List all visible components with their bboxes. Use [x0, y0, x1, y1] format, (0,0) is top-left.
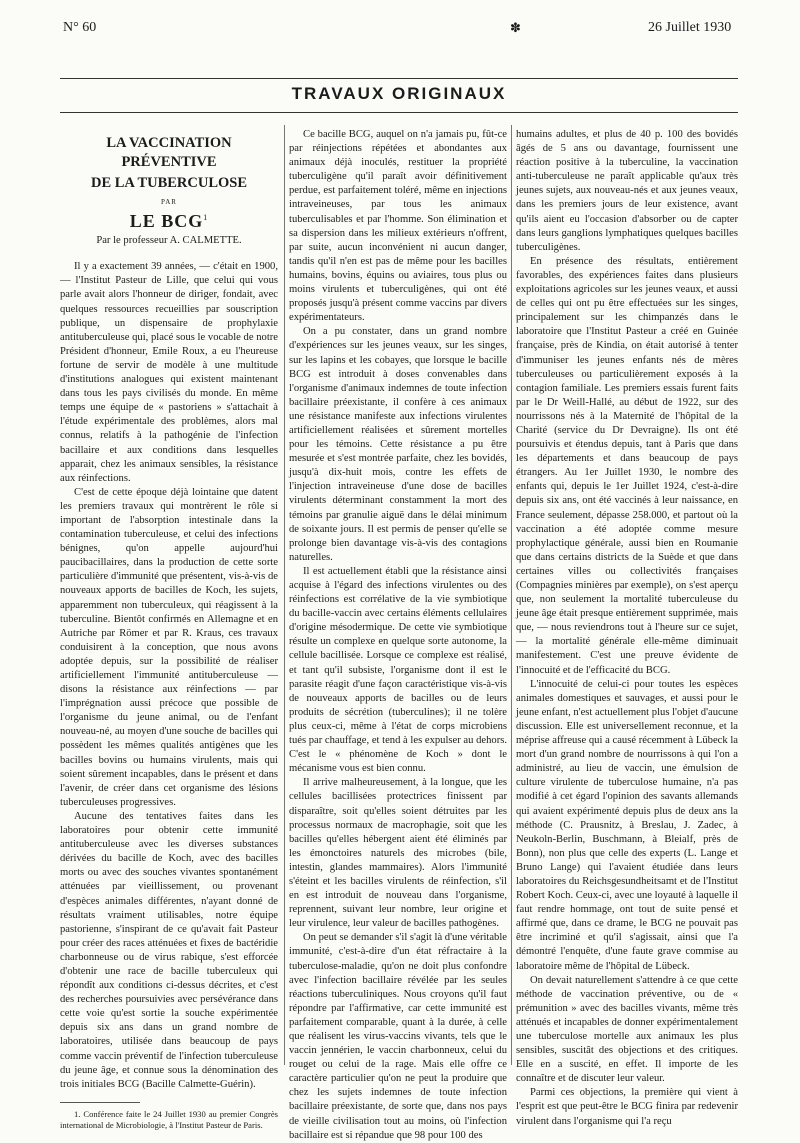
header-date: 26 Juillet 1930 [648, 20, 732, 35]
header-ornament: ✽ [510, 20, 521, 35]
section-title: TRAVAUX ORIGINAUX [291, 84, 507, 103]
col3-paragraph: L'innocuité de celui-ci pour toutes les espèces animales domestiques et sauvages, et aussi pour le jeune enfant, n'est actuellement plus l'objet d'aucune discussion. Elle est universellement reconnue, et la méprise affreuse qui a causé récemment à Lübeck la mort d'un grand nombre de nourrissons à qui l'on a administré, au lieu de vaccin, une émulsion de culture virulente de tuberculose humaine, n'a pas modifié à cet égard l'opinion des savants allemands qui avaient expérimenté depuis plus de deux ans la méthode (C. Prausnitz, à Breslau, J. Zadec, à Neukoln-Berlin, Buschmann, à Bleialf, près de Bonn), non plus que celle des experts (L. Lange et Bruno Lange) qui l'avaient étudiée dans leurs laboratoires du Reichsgesundheitsamt et de l'Institut Robert Koch. Ceux-ci, avec une loyauté à laquelle il faut rendre hommage, ont tout de suite pensé et affirmé que, dans ce drame, le BCG ne pouvait pas être incriminé et qu'il s'agissait, ainsi que l'a démontré l'enquête, d'une faute grave commise au laboratoire même de l'hôpital de Lübeck. [516, 678, 738, 972]
col3-paragraph: Parmi ces objections, la première qui vient à l'esprit est que peut-être le BCG finira par redevenir virulent dans l'organisme qui l'a reçu [516, 1087, 738, 1127]
footnote: 1. Conférence faite le 24 Juillet 1930 au premier Congrès international de Microbiologie, à l'Institut Pasteur de Paris. [60, 1108, 278, 1130]
col2-paragraph: On a pu constater, dans un grand nombre d'expériences sur les jeunes veaux, sur les singes, sur les lapins et les cobayes, que lorsque le bacille BCG est introduit à doses convenables dans l'organisme d'animaux indemnes de toute infection bacillaire préexistante, il confère à ces animaux une résistance manifeste aux infections virulentes artificiellement réalisées et sûrement mortelles pour les témoins. Cette résistance a pu être mesurée et s'est montrée parfaite, chez les bovidés, jusqu'à dix-huit mois, contre les effets de l'injection intraveineuse d'une dose de bacilles virulents déterminant constamment la mort des témoins par granulie aiguë dans le délai minimum de soixante jours. Il est permis de penser qu'elle se prolonge bien davantage vis-à-vis des contagions naturelles. [289, 326, 507, 563]
col3-paragraph: humains adultes, et plus de 40 p. 100 des bovidés âgés de 5 ans ou davantage, fournissent une réaction positive à la tuberculine, la vaccination anti-tuberculeuse ne paraît applicable qu'aux très jeunes sujets, aux nouveau-nés et aux jeunes veaux, dans les premiers jours de leur existence, avant qu'ils aient eu l'occasion d'absorber ou de capter dans leurs ganglions lymphatiques quelques bacilles tuberculigènes. [516, 129, 738, 253]
section-rule [60, 112, 738, 113]
column-2 [289, 128, 508, 1141]
column-3 [516, 128, 738, 1127]
article-title-line-2: DE LA TUBERCULOSE [90, 175, 248, 191]
article-title-line-1: LA VACCINATION PRÉVENTIVE [106, 135, 232, 170]
article-author [60, 211, 278, 232]
col1-paragraph: Il y a exactement 39 années, — c'était en 1900, — l'Institut Pasteur de Lille, que celui qui vous parle avait alors l'honneur de diriger, fondait, avec quelques ressources recueillies par souscription publique, un dispensaire de prophylaxie antituberculeuse qui, placé sous le vocable de notre Président d'honneur, Emile Roux, a eu l'heureuse fortune de servir de modèle à une multitude d'institutions analogues qui existent maintenant dans tous les pays civilisés du monde. En même temps une équipe de « pastoriens » s'attachait à l'étude expérimentale des problèmes, alors mal connus, relatifs à la pathogénie de l'infection bacillaire et aux conditions dans lesquelles apparait, chez les animaux sensibles, la résistance aux réinfections. [60, 261, 278, 484]
author-footnote-mark: 1 [203, 213, 209, 223]
footnote-rule [60, 1102, 140, 1103]
column-1 [60, 128, 278, 1130]
col2-paragraph: Ce bacille BCG, auquel on n'a jamais pu, fût-ce par réinjections répétées et abondantes aux animaux déjà inoculés, restituer la propriété tuberculigène qu'il paraît avoir définitivement perdue, est parfaitement toléré, même en injections intraveineuses, par tous les animaux tuberculisables et par l'homme. Son élimination et sa dispersion dans les milieux extérieurs n'offrent, par suite, aucun inconvénient ni aucun danger, tandis qu'il n'en est pas de même pour les bacilles humains, bovins, équins ou aviaires, tous plus ou moins virulents et tuberculigènes, qui ont été proposés jusqu'à présent comme vaccins par divers expérimentateurs. [289, 129, 507, 324]
article-byline: Par le professeur A. CALMETTE. [96, 235, 242, 247]
col1-paragraph: Aucune des tentatives faites dans les laboratoires pour obtenir cette immunité antituberculeuse avec les diverses substances dérivées du bacille de Koch, avec des bacilles morts ou avec des souches vivantes spontanément atténuées par vieillissement, ou provenant d'espèces animales différentes, n'ayant donné de résultats vraiment utilisables, notre équipe pastorienne, s'inspirant de ce qu'avait fait Pasteur pour créer des races atténuées et fixes de bactéridie charbonneuse ou de virus rabique, s'est efforcée d'obtenir une race de bacille tuberculeux qui répondît aux conditions ci-dessus décrites, et c'est des recherches poursuivies avec persévérance dans cette voie qu'est sortie la souche expérimentée depuis six ans dans un grand nombre de laboratoires, utilisée dans beaucoup de pays comme vaccin préventif de l'infection tuberculeuse du jeune âge, et connue sous la dénomination des trois initiales BCG (Bacille Calmette-Guérin). [60, 810, 278, 1090]
header-issue-number: N° 60 [63, 20, 97, 35]
col3-paragraph: En présence des résultats, entièrement favorables, des expériences faites dans plusieurs exploitations agricoles sur les jeunes veaux, et aussi de celles qui ont pu être effectuées sur les singes, principalement sur les chimpanzés dans le laboratoire que l'Institut Pasteur a créé en Guinée française, près de Kindia, on était autorisé à tenter d'immuniser les jeunes enfants nés de mères tuberculeuses ou particulièrement exposés à la contagion familiale. Les premiers essais furent faits par le Dr Weill-Hallé, au début de 1922, sur des nourrissons nés à la Maternité de l'hôpital de la Charité (service du Dr Devraigne). Ils ont été poursuivis et étendus depuis, tant à Paris que dans les départements et dans beaucoup de pays étrangers. Au 1er Juillet 1930, le nombre des enfants qui, depuis le 1er Juillet 1924, c'est-à-dire depuis six ans, ont été vaccinés à leur naissance, en France seulement, dépasse 258.000, et partout où la vaccination a été adoptée comme mesure prophylactique générale, aussi bien en Roumanie que dans certains districts de la Suède et que dans certaines villes ou collectivités françaises (Compagnies minières par exemple), on s'est aperçu que, non seulement la mortalité tuberculeuse du jeune âge était presque entièrement supprimée, mais que, — nous reviendrons tout à l'heure sur ce sujet, — la mortalité générale elle-même diminuait manifestement. C'est une preuve évidente de l'innocuité et de l'efficacité du BCG. [516, 255, 738, 676]
col2-paragraph: Il arrive malheureusement, à la longue, que les cellules bacillisées protectrices finissent par disparaître, soit qu'elles soient détruites par les processus normaux de macrophagie, soit que les bacilles qu'elles hébergent aient été éliminés par les émonctoires naturels des microbes (bile, intestin, glandes mammaires). Alors l'immunité s'éteint et les bacilles virulents de réinfection, s'il en est introduit de nouveau dans l'organisme, reprennent, suivant leur nombre, leur origine et leur virulence, leur valeur de bacilles pathogènes. [289, 777, 507, 930]
column-separator-1 [284, 125, 285, 1065]
article-author-name: LE BCG [129, 211, 204, 232]
col1-paragraph: C'est de cette époque déjà lointaine que datent les premiers travaux qui montrèrent le rôle si important de l'absorption intestinale dans la contamination tuberculeuse, et celui des infections bénignes, qu'on appelle aujourd'hui paucibacillaires, dans la production de cette sorte particulière d'immunité que présentent, vis-à-vis de nouveaux apports de bacilles de Koch, les sujets, apparemment non tuberculeux, qui réagissent à la tuberculine. Bientôt confirmés en Allemagne et en Autriche par Römer et par R. Kraus, ces travaux conduisirent à la conception, que nous avons adoptée depuis, sur la possibilité de réaliser artificiellement l'immunité antituberculeuse — disons la résistance aux réinfections — par l'imprégnation aussi précoce que possible de l'organisme du jeune animal, ou de l'enfant nouveau-né, au moyen d'une souche de bacilles qui possèdent les mêmes qualités antigènes que les bacilles bovins ou humains virulents, mais qui soient sûrement incapables, dans le présent et dans l'avenir, de créer dans cet organisme des lésions tuberculeuses progressives. [60, 486, 278, 808]
col2-paragraph: On peut se demander s'il s'agit là d'une véritable immunité, c'est-à-dire d'un état réfractaire à la tuberculose-maladie, qu'on ne doit plus confondre avec l'infection bacillaire révélée par les seules réactions tuberculiniques. Nous croyons qu'il faut répondre par l'affirmative, car cette immunité est parfaitement comparable, quant à la durée, à celle que réalisent les virus-vaccins vivants, tels que le vaccin jennérien, le vaccin charbonneux, celui du rouget ou celui de la rage. Mais elle offre ce caractère particulier qu'on ne peut la produire que chez les sujets indemnes de toute infection bacillaire préexistante, de sorte que, dans nos pays de vieille civilisation tout au moins, où l'infection bacillaire est si répandue que 98 pour 100 des [289, 932, 508, 1141]
col3-paragraph: On devait naturellement s'attendre à ce que cette méthode de vaccination préventive, ou de « prémunition » avec des bacilles vivants, même très atténués et incapables de donner expérimentalement une tuberculose mortelle aux animaux les plus sensibles, suscitât des objections et des critiques. Elle en a suscité, en effet. Il importe de les connaître et de discuter leur valeur. [516, 974, 738, 1085]
col2-paragraph: Il est actuellement établi que la résistance ainsi acquise à l'égard des infections virulentes ou des réinfections est corrélative de la vie symbiotique du bacille-vaccin avec certains éléments cellulaires d'origine mésodermique. De cette vie symbiotique résulte un complexe en quelque sorte autonome, la cellule bacillisée. Lorsque ce complexe est réalisé, et tant qu'il subsiste, l'organisme dont il est le parasite réagit d'une façon caractéristique vis-à-vis de nouveaux apports de bacilles ou de leurs produits de sécrétion (tuberculines); il ne tolère plus ceux-ci, même à l'état de corps microbiens tués par chauffage, et tend à les expulser au dehors. C'est le « phénomène de Koch » dont le mécanisme vous est bien connu. [289, 565, 507, 775]
article-par: PAR [161, 198, 177, 206]
top-rule [60, 78, 738, 79]
column-separator-2 [511, 125, 512, 1065]
